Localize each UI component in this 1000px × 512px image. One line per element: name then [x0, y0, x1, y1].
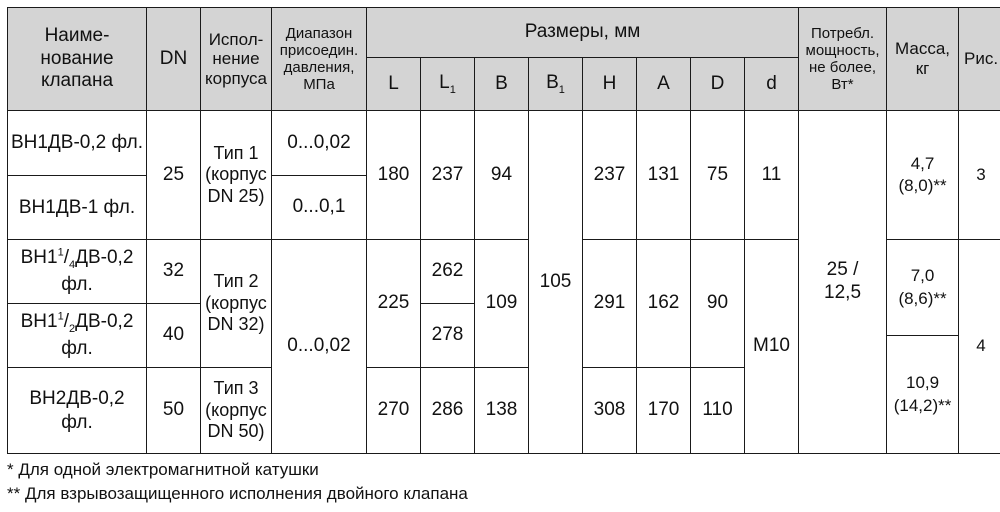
header-mass-line: Масса, — [895, 39, 951, 59]
header-dim-H: H — [583, 58, 637, 111]
g1-L: 180 — [367, 111, 421, 240]
header-dim-B1 — [529, 58, 583, 111]
header-dim-L: L — [367, 58, 421, 111]
name-part: ДВ-0,2 — [75, 247, 134, 269]
g2-L1-b: 278 — [421, 304, 475, 368]
body-line: Тип 2 — [213, 271, 259, 292]
row4-dn: 40 — [147, 304, 201, 368]
body-line: DN 32) — [207, 314, 265, 335]
header-power-line: Вт* — [831, 76, 854, 94]
name-sup: 1 — [57, 247, 64, 260]
g3-D: 110 — [691, 368, 745, 454]
dim-subscript: 1 — [449, 83, 456, 96]
mass-ex-value: (8,0)** — [898, 176, 947, 195]
name-line2: фл. — [61, 273, 93, 295]
g3-H: 308 — [583, 368, 637, 454]
body-line: (корпус — [205, 399, 267, 420]
header-power-line: не более, — [809, 59, 877, 76]
g3-A: 170 — [637, 368, 691, 454]
header-pressure — [272, 8, 367, 111]
mass-value: 4,7 — [910, 153, 935, 173]
header-name-line: клапана — [40, 70, 114, 92]
g3-L: 270 — [367, 368, 421, 454]
header-dim-d: d — [745, 58, 799, 111]
header-power-line: мощность, — [805, 41, 880, 59]
g2-B: 109 — [475, 240, 529, 368]
dim-base: B — [546, 71, 559, 93]
g1-D: 75 — [691, 111, 745, 240]
row5-dn: 50 — [147, 368, 201, 454]
header-mass-line: кг — [915, 59, 930, 78]
footnote-mass: ** Для взрывозащищенного исполнения двойного клапана — [7, 484, 468, 503]
header-dim-B: B — [475, 58, 529, 111]
header-dim-A: A — [637, 58, 691, 111]
row3-name: $ВН1^1/_4ДВ-0,2$ фл. — [8, 240, 147, 304]
header-pressure-line: присоедин. — [279, 41, 359, 59]
g2-D: 90 — [691, 240, 745, 368]
dim-base: L — [439, 71, 450, 93]
name-line1: ВН2ДВ-0,2 — [29, 387, 125, 409]
g1-L1: 237 — [421, 111, 475, 240]
g1-dn: 25 — [147, 111, 201, 240]
body-line: DN 25) — [207, 185, 265, 206]
g1-mass — [887, 111, 959, 240]
row1-pressure: 0...0,02 — [272, 111, 367, 176]
spec-table-wrapper — [7, 7, 999, 453]
header-dim-D: D — [691, 58, 745, 111]
shared-power — [799, 111, 887, 454]
g1-figure: 3 — [959, 111, 1000, 240]
mass-value: 7,0 — [910, 266, 935, 286]
header-pressure-line: Диапазон — [285, 24, 353, 42]
header-body-line: нение — [212, 49, 260, 69]
g2-L: 225 — [367, 240, 421, 368]
mass-ex-value: (14,2)** — [893, 395, 952, 415]
header-body — [201, 8, 272, 111]
header-power — [799, 8, 887, 111]
header-power-line: Потребл. — [811, 24, 875, 42]
name-sub: 2 — [68, 323, 76, 336]
row5-name — [8, 368, 147, 454]
header-name — [8, 8, 147, 111]
g2-A: 162 — [637, 240, 691, 368]
name-line2: фл. — [61, 337, 93, 359]
row1-name: ВН1ДВ-0,2 фл. — [8, 111, 147, 176]
shared-B1: 105 — [529, 111, 583, 454]
g1-H: 237 — [583, 111, 637, 240]
dim-subscript: 1 — [558, 83, 565, 96]
body-line: (корпус — [205, 292, 267, 313]
row2-name: ВН1ДВ-1 фл. — [8, 176, 147, 240]
header-figure: Рис. — [959, 8, 1000, 111]
mass-value: 10,9 — [905, 373, 940, 393]
name-part: ВН1 — [20, 311, 58, 333]
header-body-line: корпуса — [204, 68, 267, 88]
name-sub: 4 — [68, 259, 76, 272]
power-line: 25 / — [826, 259, 859, 281]
g3-mass — [887, 336, 959, 454]
g1-body — [201, 111, 272, 240]
body-line: Тип 1 — [213, 142, 259, 163]
power-line: 12,5 — [824, 282, 862, 303]
g3-B: 138 — [475, 368, 529, 454]
header-pressure-line: давления, — [283, 59, 355, 76]
name-part: ВН1 — [20, 247, 58, 269]
name-part: ДВ-0,2 — [75, 311, 134, 333]
valve-spec-table — [7, 7, 1000, 454]
header-dn: DN — [147, 8, 201, 111]
g1-B: 94 — [475, 111, 529, 240]
row4-name: $ВН1^1/_2ДВ-0,2$ фл. — [8, 304, 147, 368]
g1-d: 11 — [745, 111, 799, 240]
shared-figure: 4 — [959, 240, 1000, 454]
g2-L1-a: 262 — [421, 240, 475, 304]
header-pressure-line: МПа — [303, 76, 335, 94]
g3-L1: 286 — [421, 368, 475, 454]
header-dimensions: Размеры, мм — [367, 8, 799, 58]
g3-body — [201, 368, 272, 454]
shared-pressure: 0...0,02 — [272, 240, 367, 454]
body-line: DN 50) — [207, 421, 265, 442]
footnote-power: * Для одной электромагнитной катушки — [7, 460, 319, 479]
name-line2: фл. — [61, 411, 93, 433]
mass-ex-value: (8,6)** — [898, 288, 947, 308]
g2-H: 291 — [583, 240, 637, 368]
g1-A: 131 — [637, 111, 691, 240]
shared-d: M10 — [745, 240, 799, 454]
body-line: (корпус — [205, 164, 267, 185]
header-name-line: нование — [40, 47, 114, 69]
body-line: Тип 3 — [213, 378, 259, 399]
row3-dn: 32 — [147, 240, 201, 304]
header-body-line: Испол- — [208, 29, 264, 49]
name-sup: 1 — [57, 311, 64, 324]
g2-mass — [887, 240, 959, 336]
header-dim-L1 — [421, 58, 475, 111]
header-mass — [887, 8, 959, 111]
row2-pressure: 0...0,1 — [272, 176, 367, 240]
g2-body — [201, 240, 272, 368]
footnotes — [7, 458, 468, 506]
header-name-line: Наиме- — [44, 24, 110, 46]
